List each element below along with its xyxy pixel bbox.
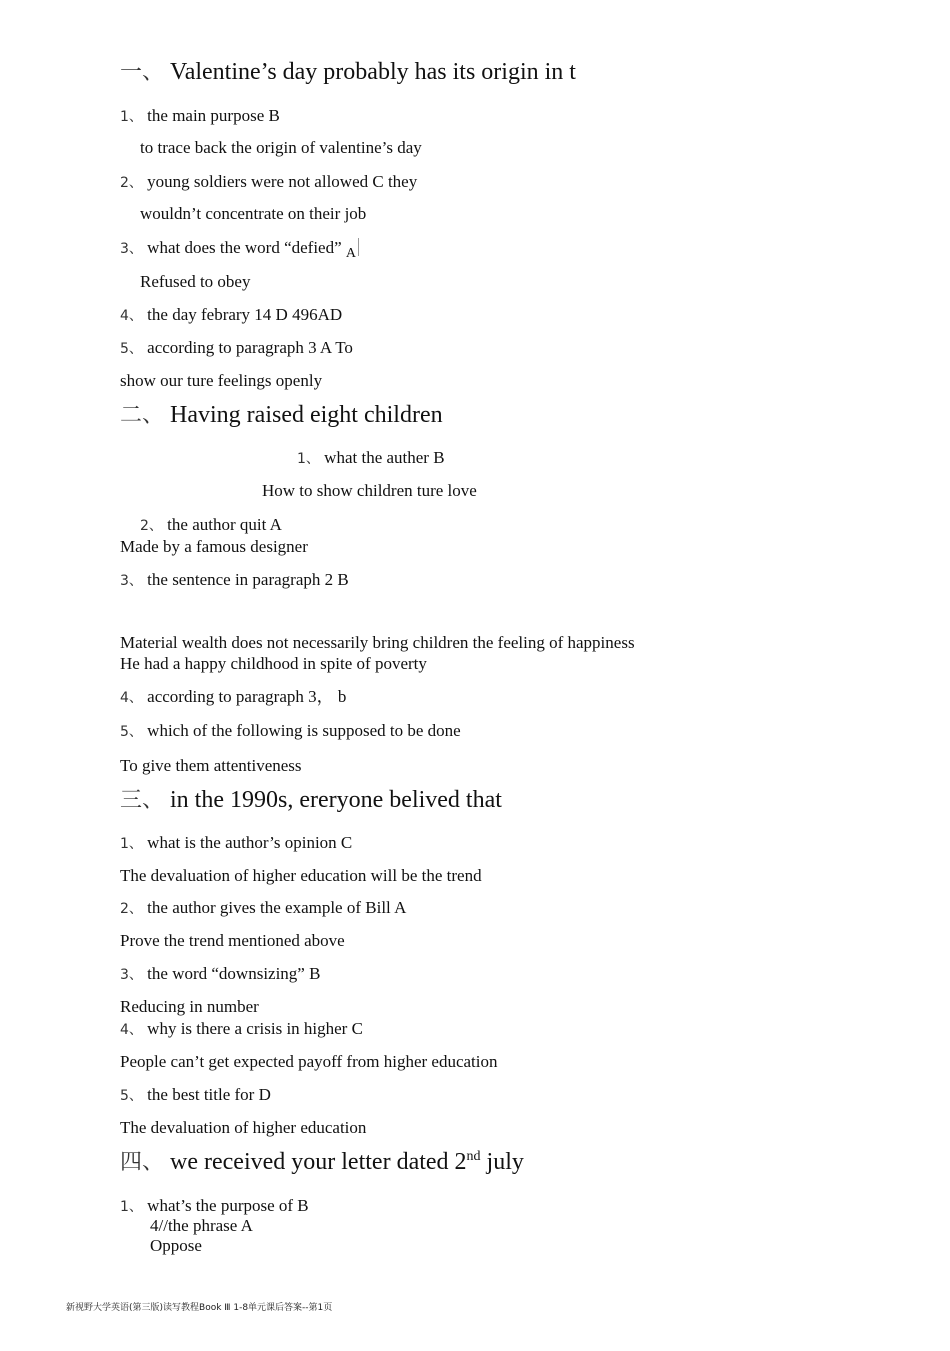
answer-3-1: The devaluation of higher education will be the trend <box>120 866 482 885</box>
question-text: the author quit A <box>167 515 282 534</box>
question-text: what’s the purpose of B <box>147 1196 309 1215</box>
question-4-1 <box>120 1196 309 1217</box>
section-2-heading <box>120 400 443 431</box>
question-3-2 <box>120 898 406 919</box>
question-text: what is the author’s opinion C <box>147 833 353 852</box>
answer-2-3a: Material wealth does not necessarily bring children the feeling of happiness <box>120 633 635 652</box>
question-3-3 <box>120 964 320 985</box>
question-2-5 <box>120 721 461 742</box>
answer-1-2: wouldn’t concentrate on their job <box>140 204 367 223</box>
question-text: what the auther B <box>324 448 445 467</box>
section-1-heading <box>120 57 576 88</box>
question-text: what does the word “defied” <box>147 238 342 257</box>
line-4-2: 4//the phrase A <box>150 1216 253 1235</box>
question-3-4 <box>120 1019 363 1040</box>
question-2-4 <box>120 687 346 708</box>
section-2-title: Having raised eight children <box>170 402 443 428</box>
page-footer: 新视野大学英语(第三版)读写教程Book Ⅲ 1-8单元课后答案--第1页 <box>66 1303 333 1313</box>
question-text: the best title for D <box>147 1085 271 1104</box>
answer-3-5: The devaluation of higher education <box>120 1118 367 1137</box>
text-cursor-mark <box>358 238 359 256</box>
answer-2-2: Made by a famous designer <box>120 537 308 556</box>
question-number: 2、 <box>120 175 143 191</box>
section-4-number: 四、 <box>120 1150 165 1175</box>
question-1-4 <box>120 305 342 326</box>
question-number: 2、 <box>120 901 143 917</box>
question-number: 3、 <box>120 573 143 589</box>
question-3-5 <box>120 1085 271 1106</box>
answer-1-3: Refused to obey <box>140 272 251 291</box>
question-number: 4、 <box>120 690 143 706</box>
question-number: 1、 <box>120 109 143 125</box>
question-1-1 <box>120 106 280 127</box>
section-3-number: 三、 <box>120 788 165 813</box>
question-2-3 <box>120 570 349 591</box>
question-number: 5、 <box>120 1088 143 1104</box>
section-2-number: 二、 <box>120 403 165 428</box>
question-1-3 <box>120 238 359 264</box>
question-text: young soldiers were not allowed C they <box>147 172 418 191</box>
question-text: according to paragraph 3 A To <box>147 338 353 357</box>
question-number: 1、 <box>120 1199 143 1215</box>
question-text: which of the following is supposed to be done <box>147 721 461 740</box>
section-3-heading <box>120 785 502 816</box>
question-number: 3、 <box>120 967 143 983</box>
section-1-number: 一、 <box>120 60 165 85</box>
question-2-2 <box>140 515 282 536</box>
question-text: why is there a crisis in higher C <box>147 1019 363 1038</box>
section-4-heading <box>120 1147 524 1178</box>
question-text: the day febrary 14 D 496AD <box>147 305 343 324</box>
question-number: 1、 <box>297 451 320 467</box>
section-3-title: in the 1990s, ereryone belived that <box>170 787 502 813</box>
answer-2-1: How to show children ture love <box>262 481 477 500</box>
question-number: 4、 <box>120 1022 143 1038</box>
question-1-5 <box>120 338 353 359</box>
question-3-1 <box>120 833 352 854</box>
answer-1-5: show our ture feelings openly <box>120 371 323 390</box>
question-option: A <box>345 246 357 261</box>
answer-3-3: Reducing in number <box>120 997 259 1016</box>
section-4-title-end: july <box>486 1149 524 1175</box>
answer-2-3b: He had a happy childhood in spite of poverty <box>120 654 427 673</box>
question-number: 1、 <box>120 836 143 852</box>
answer-2-5: To give them attentiveness <box>120 756 302 775</box>
question-number: 5、 <box>120 724 143 740</box>
question-number: 5、 <box>120 341 143 357</box>
question-text: the author gives the example of Bill A <box>147 898 407 917</box>
question-1-2 <box>120 172 417 193</box>
question-number: 2、 <box>140 518 163 534</box>
question-number: 4、 <box>120 308 143 324</box>
answer-3-2: Prove the trend mentioned above <box>120 931 345 950</box>
answer-1-1: to trace back the origin of valentine’s day <box>140 138 422 157</box>
question-text: the sentence in paragraph 2 B <box>147 570 349 589</box>
question-2-1 <box>297 448 445 469</box>
answer-3-4: People can’t get expected payoff from higher education <box>120 1052 498 1071</box>
line-4-3: Oppose <box>150 1236 202 1255</box>
question-number: 3、 <box>120 241 143 257</box>
question-text: the main purpose B <box>147 106 280 125</box>
section-4-title: we received your letter dated 2 <box>170 1149 467 1175</box>
section-4-title-superscript: nd <box>466 1149 481 1164</box>
question-text: the word “downsizing” B <box>147 964 321 983</box>
question-text: according to paragraph 3， b <box>147 687 347 706</box>
section-1-title: Valentine’s day probably has its origin in t <box>170 59 576 85</box>
